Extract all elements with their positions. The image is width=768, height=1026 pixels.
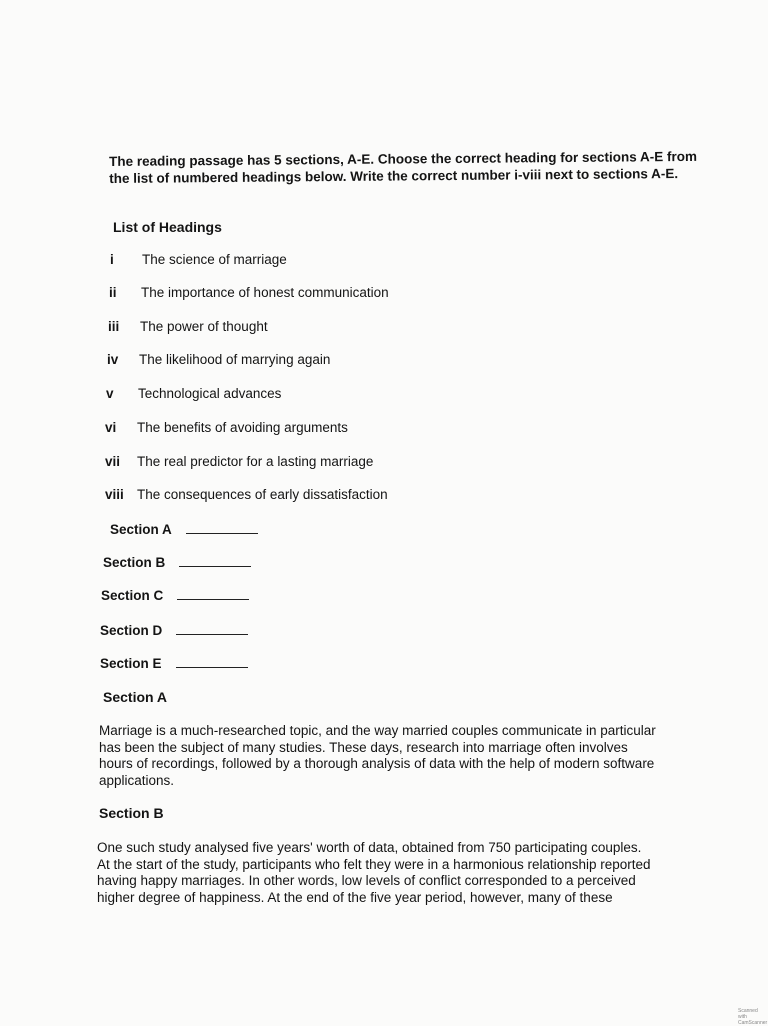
- camscanner-watermark: Scanned with CamScanner: [738, 1008, 768, 1026]
- paragraph-line: At the start of the study, participants who felt they were in a harmonious relationship reported: [97, 856, 651, 872]
- heading-text: The likelihood of marrying again: [139, 352, 331, 367]
- paragraph-line: Marriage is a much-researched topic, and the way married couples communicate in particular: [99, 723, 656, 738]
- section-a-heading: Section A: [103, 689, 168, 705]
- paragraph-line: applications.: [99, 772, 175, 788]
- paragraph-line: hours of recordings, followed by a thorough analysis of data with the help of modern software: [99, 756, 655, 771]
- heading-text: The power of thought: [140, 319, 268, 334]
- heading-number: i: [110, 252, 114, 267]
- answer-blank[interactable]: [177, 587, 249, 600]
- answer-label: Section E: [100, 656, 162, 671]
- paragraph-line: having happy marriages. In other words, low levels of conflict corresponded to a perceived: [97, 873, 636, 888]
- answer-blank[interactable]: [186, 521, 258, 534]
- section-a-paragraph: [99, 723, 694, 789]
- heading-item: [105, 487, 388, 502]
- answer-label: Section A: [110, 522, 172, 537]
- paragraph-line: higher degree of happiness. At the end of the five year period, however, many of these: [97, 889, 613, 905]
- paragraph-line: One such study analysed five years' worth of data, obtained from 750 participating couples.: [97, 840, 642, 855]
- section-b-paragraph: [97, 840, 695, 906]
- section-b-heading: Section B: [99, 805, 164, 821]
- heading-item: [109, 285, 389, 300]
- answer-label: Section C: [101, 588, 164, 603]
- heading-item: [108, 319, 268, 334]
- heading-item: [106, 386, 281, 401]
- heading-item: [110, 252, 287, 267]
- answer-row-section-e: [100, 655, 248, 671]
- list-of-headings-title: List of Headings: [113, 219, 222, 235]
- instructions-text: The reading passage has 5 sections, A-E. Choose the correct heading for sections A-E from the list of numbered headings below. Write the correct number i-viii next to sections A-E.: [109, 148, 697, 186]
- answer-row-section-a: [110, 521, 258, 537]
- heading-number: ii: [109, 285, 117, 300]
- heading-text: The importance of honest communication: [141, 285, 389, 300]
- answer-label: Section D: [100, 623, 163, 638]
- heading-text: The real predictor for a lasting marriage: [137, 454, 374, 469]
- heading-text: The benefits of avoiding arguments: [137, 420, 348, 435]
- paragraph-line: has been the subject of many studies. These days, research into marriage often involves: [99, 739, 628, 755]
- heading-text: The science of marriage: [142, 252, 287, 267]
- heading-number: v: [106, 386, 114, 401]
- answer-row-section-d: [100, 622, 248, 638]
- heading-text: Technological advances: [138, 386, 282, 401]
- answer-blank[interactable]: [176, 622, 248, 635]
- heading-item: [107, 352, 330, 367]
- answer-row-section-c: [101, 587, 249, 603]
- heading-number: vi: [105, 420, 117, 435]
- heading-text: The consequences of early dissatisfaction: [137, 487, 388, 502]
- answer-blank[interactable]: [179, 554, 251, 567]
- heading-number: viii: [105, 487, 124, 502]
- heading-number: vii: [105, 454, 121, 469]
- heading-number: iii: [108, 319, 120, 334]
- answer-blank[interactable]: [176, 655, 248, 668]
- answer-row-section-b: [103, 554, 251, 570]
- heading-item: [105, 420, 348, 435]
- heading-number: iv: [107, 352, 119, 367]
- answer-label: Section B: [103, 555, 166, 570]
- heading-item: [105, 454, 373, 469]
